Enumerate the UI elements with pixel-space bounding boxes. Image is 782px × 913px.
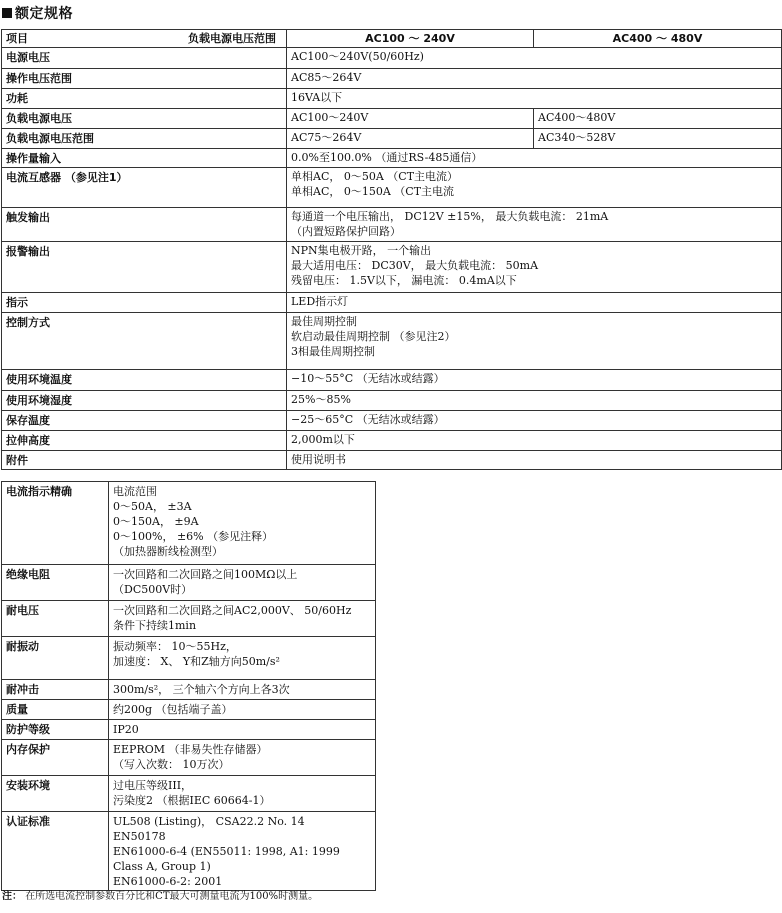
value-line: 单相AC， 0～150A （CT主电流	[291, 185, 455, 198]
table-row	[2, 69, 782, 89]
row-label: 绝缘电阻	[2, 565, 109, 601]
value-line: 0～100%， ±6% （参见注释）	[113, 530, 274, 543]
value-line: 0～50A， ±3A	[113, 500, 192, 513]
row-value	[109, 601, 376, 637]
row-value	[109, 637, 376, 680]
row-label: 防护等级	[2, 720, 109, 740]
value-line: UL508 (Listing)， CSA22.2 No. 14	[113, 815, 305, 828]
value-line: 0～150A， ±9A	[113, 515, 199, 528]
table-row	[2, 370, 782, 391]
row-label: 使用环境湿度	[2, 391, 287, 411]
row-label: 负载电源电压	[2, 109, 287, 129]
value-line: EN61000-6-2: 2001	[113, 875, 223, 888]
value-line: 条件下持续1min	[113, 619, 197, 632]
row-value: 25%～85%	[287, 391, 782, 411]
header-col-ac400-480: AC400 ～ 480V	[534, 30, 782, 48]
table-row	[2, 411, 782, 431]
row-value: 使用说明书	[287, 451, 782, 470]
section-title	[2, 3, 73, 23]
table-row	[2, 48, 782, 69]
row-value: 300m/s²， 三个轴六个方向上各3次	[109, 680, 376, 700]
table-header-row	[2, 30, 782, 48]
row-value: LED指示灯	[287, 293, 782, 313]
row-label: 认证标准	[2, 812, 109, 891]
value-line: 一次回路和二次回路之间AC2,000V、 50/60Hz	[113, 604, 352, 617]
row-label: 负载电源电压范围	[2, 129, 287, 149]
header-col-ac100-240: AC100 ～ 240V	[287, 30, 534, 48]
row-label: 保存温度	[2, 411, 287, 431]
value-line: （加热器断线检测型）	[113, 545, 223, 558]
row-label: 功耗	[2, 89, 287, 109]
table-row	[2, 431, 782, 451]
table-row	[2, 740, 376, 776]
row-value: 0.0%至100.0% （通过RS-485通信）	[287, 149, 782, 168]
header-load-range: 负载电源电压范围	[188, 32, 276, 45]
row-value-ac100-240: AC75～264V	[287, 129, 534, 149]
rated-spec-table	[1, 29, 782, 470]
value-line: 残留电压： 1.5V以下， 漏电流： 0.4mA以下	[291, 274, 517, 287]
square-bullet-icon	[2, 8, 12, 18]
row-value-ac100-240: AC100～240V	[287, 109, 534, 129]
table-row	[2, 391, 782, 411]
footnote-text: 在所选电流控制参数百分比和CT最大可测量电流为100%时测量。	[25, 891, 319, 902]
table-row	[2, 168, 782, 208]
value-line: 污染度2 （根据IEC 60664-1）	[113, 794, 271, 807]
row-value: AC100～240V(50/60Hz)	[287, 48, 782, 69]
row-label: 耐电压	[2, 601, 109, 637]
row-label: 电流指示精确	[2, 482, 109, 565]
row-value	[109, 776, 376, 812]
row-value	[287, 313, 782, 370]
table-row	[2, 680, 376, 700]
table-row	[2, 565, 376, 601]
row-label: 使用环境温度	[2, 370, 287, 391]
row-label: 操作量输入	[2, 149, 287, 168]
row-value	[287, 208, 782, 242]
value-line: NPN集电极开路， 一个输出	[291, 244, 432, 257]
row-value	[109, 565, 376, 601]
row-value-ac400-480: AC340～528V	[534, 129, 782, 149]
row-value: 约200g （包括端子盖）	[109, 700, 376, 720]
row-label: 耐冲击	[2, 680, 109, 700]
value-line: 3相最佳周期控制	[291, 345, 375, 358]
table-row	[2, 637, 376, 680]
row-label: 安装环境	[2, 776, 109, 812]
header-item-cell	[2, 30, 287, 48]
row-value-ac400-480: AC400～480V	[534, 109, 782, 129]
table-row	[2, 149, 782, 168]
table-row	[2, 812, 376, 891]
row-label: 耐振动	[2, 637, 109, 680]
row-label: 内存保护	[2, 740, 109, 776]
value-line: 加速度： X、 Y和Z轴方向50m/s²	[113, 655, 280, 668]
section-title-text: 额定规格	[15, 6, 73, 22]
row-value	[287, 242, 782, 293]
row-value: 16VA以下	[287, 89, 782, 109]
table-row	[2, 451, 782, 470]
row-value: −25～65°C （无结冰或结露）	[287, 411, 782, 431]
value-line: EN61000-6-4 (EN55011: 1998, A1: 1999 Class A, Group 1)	[113, 845, 340, 873]
value-line: 软启动最佳周期控制 （参见注2）	[291, 330, 456, 343]
row-label: 电流互感器 （参见注1）	[2, 168, 287, 208]
table-row	[2, 208, 782, 242]
value-line: 最佳周期控制	[291, 315, 357, 328]
table-row	[2, 242, 782, 293]
value-line: （写入次数： 10万次）	[113, 758, 230, 771]
value-line: 一次回路和二次回路之间100MΩ以上	[113, 568, 298, 581]
row-label: 电源电压	[2, 48, 287, 69]
table-row	[2, 89, 782, 109]
table-row	[2, 129, 782, 149]
table-row	[2, 313, 782, 370]
row-label: 附件	[2, 451, 287, 470]
row-value: −10～55°C （无结冰或结露）	[287, 370, 782, 391]
value-line: 振动频率： 10～55Hz，	[113, 640, 237, 653]
row-value	[109, 482, 376, 565]
row-value: AC85～264V	[287, 69, 782, 89]
row-label: 触发输出	[2, 208, 287, 242]
row-value	[109, 812, 376, 891]
header-item: 项目	[6, 32, 28, 45]
row-label: 质量	[2, 700, 109, 720]
table-row	[2, 700, 376, 720]
table-row	[2, 482, 376, 565]
table-row	[2, 293, 782, 313]
value-line: 过电压等级III，	[113, 779, 193, 792]
value-line: 每通道一个电压输出， DC12V ±15%， 最大负载电流： 21mA	[291, 210, 609, 223]
value-line: （内置短路保护回路）	[291, 225, 401, 238]
table-row	[2, 776, 376, 812]
value-line: EEPROM （非易失性存储器）	[113, 743, 268, 756]
table-row	[2, 720, 376, 740]
row-value	[287, 168, 782, 208]
table-row	[2, 109, 782, 129]
value-line: 单相AC， 0～50A （CT主电流）	[291, 170, 459, 183]
row-label: 指示	[2, 293, 287, 313]
footnote	[2, 887, 318, 902]
row-value: IP20	[109, 720, 376, 740]
value-line: EN50178	[113, 830, 166, 843]
row-value: 2,000m以下	[287, 431, 782, 451]
value-line: 电流范围	[113, 485, 157, 498]
footnote-label: 注：	[2, 891, 22, 902]
row-label: 拉伸高度	[2, 431, 287, 451]
row-label: 控制方式	[2, 313, 287, 370]
value-line: （DC500V时）	[113, 583, 193, 596]
general-spec-table	[1, 481, 376, 891]
row-label: 操作电压范围	[2, 69, 287, 89]
row-value	[109, 740, 376, 776]
value-line: 最大适用电压： DC30V， 最大负载电流： 50mA	[291, 259, 539, 272]
table-row	[2, 601, 376, 637]
row-label: 报警输出	[2, 242, 287, 293]
